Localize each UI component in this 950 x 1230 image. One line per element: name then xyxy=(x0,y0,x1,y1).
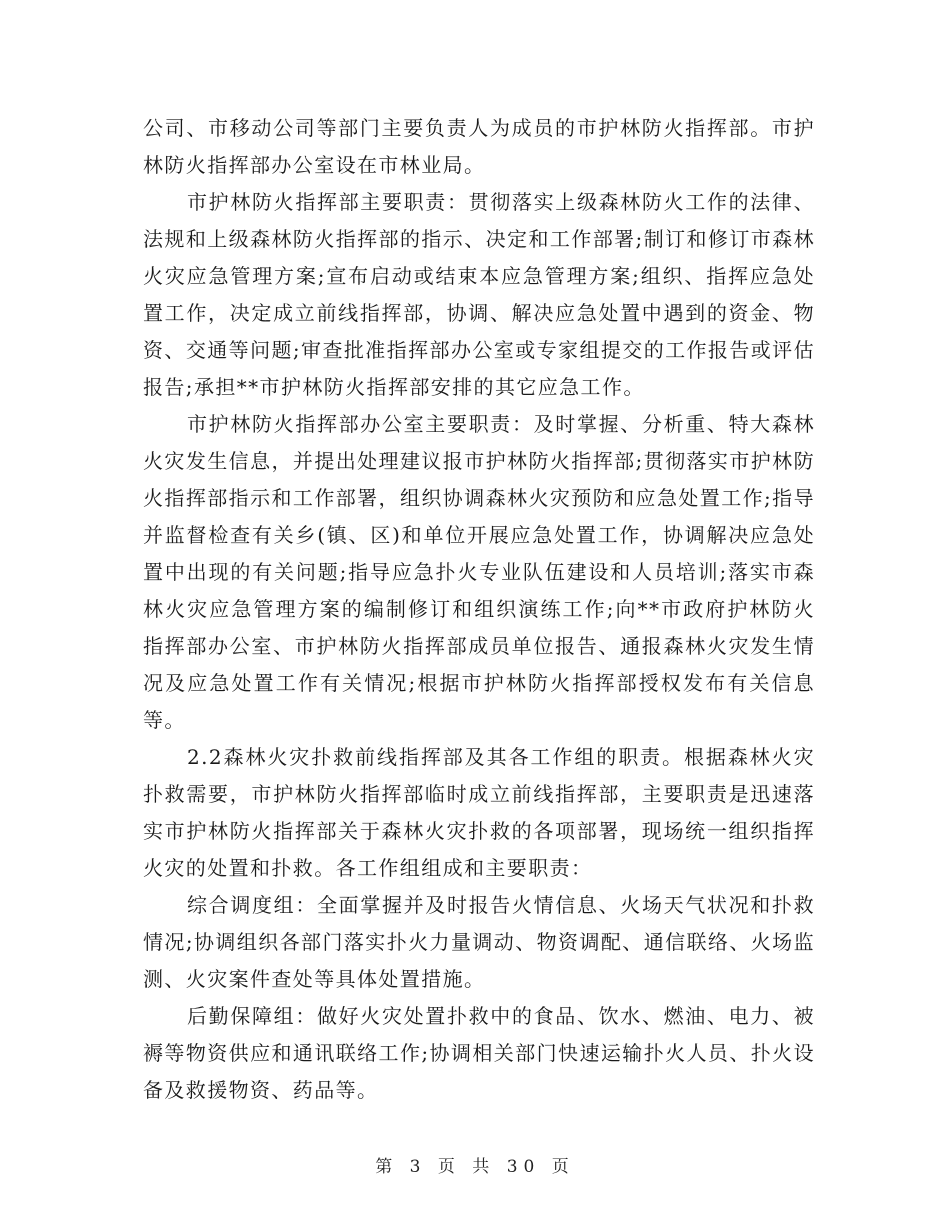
paragraph-continuation: 公司、市移动公司等部门主要负责人为成员的市护林防火指挥部。市护林防火指挥部办公室设在市林业局。 xyxy=(143,116,815,177)
paragraph-office-duties: 市护林防火指挥部办公室主要职责：及时掌握、分析重、特大森林火灾发生信息，并提出处理建议报市护林防火指挥部;贯彻落实市护林防火指挥部指示和工作部署，组织协调森林火灾预防和应急处置工作;指导并监督检查有关乡(镇、区)和单位开展应急处置工作，协调解决应急处置中出现的有关问题;指导应急扑火专业队伍建设和人员培训;落实市森林火灾应急管理方案的编制修订和组织演练工作;向**市政府护林防火指挥部办公室、市护林防火指挥部成员单位报告、通报森林火灾发生情况及应急处置工作有关情况;根据市护林防火指挥部授权发布有关信息等。 xyxy=(143,412,815,732)
paragraph-dispatch-group: 综合调度组：全面掌握并及时报告火情信息、火场天气状况和扑救情况;协调组织各部门落实扑火力量调动、物资调配、通信联络、火场监测、火灾案件查处等具体处置措施。 xyxy=(143,893,815,991)
page-number-footer: 第 3 页 共 30 页 xyxy=(375,1157,575,1177)
document-body xyxy=(143,110,815,1109)
paragraph-command-duties: 市护林防火指挥部主要职责：贯彻落实上级森林防火工作的法律、法规和上级森林防火指挥部的指示、决定和工作部署;制订和修订市森林火灾应急管理方案;宣布启动或结束本应急管理方案;组织、指挥应急处置工作，决定成立前线指挥部，协调、解决应急处置中遇到的资金、物资、交通等问题;审查批准指挥部办公室或专家组提交的工作报告或评估报告;承担**市护林防火指挥部安排的其它应急工作。 xyxy=(143,190,815,399)
paragraph-frontline-command: 2.2森林火灾扑救前线指挥部及其各工作组的职责。根据森林火灾扑救需要，市护林防火指挥部临时成立前线指挥部，主要职责是迅速落实市护林防火指挥部关于森林火灾扑救的各项部署，现场统一组织指挥火灾的处置和扑救。各工作组组成和主要职责： xyxy=(143,745,815,880)
paragraph-logistics-group: 后勤保障组：做好火灾处置扑救中的食品、饮水、燃油、电力、被褥等物资供应和通讯联络工作;协调相关部门快速运输扑火人员、扑火设备及救援物资、药品等。 xyxy=(143,1004,815,1102)
